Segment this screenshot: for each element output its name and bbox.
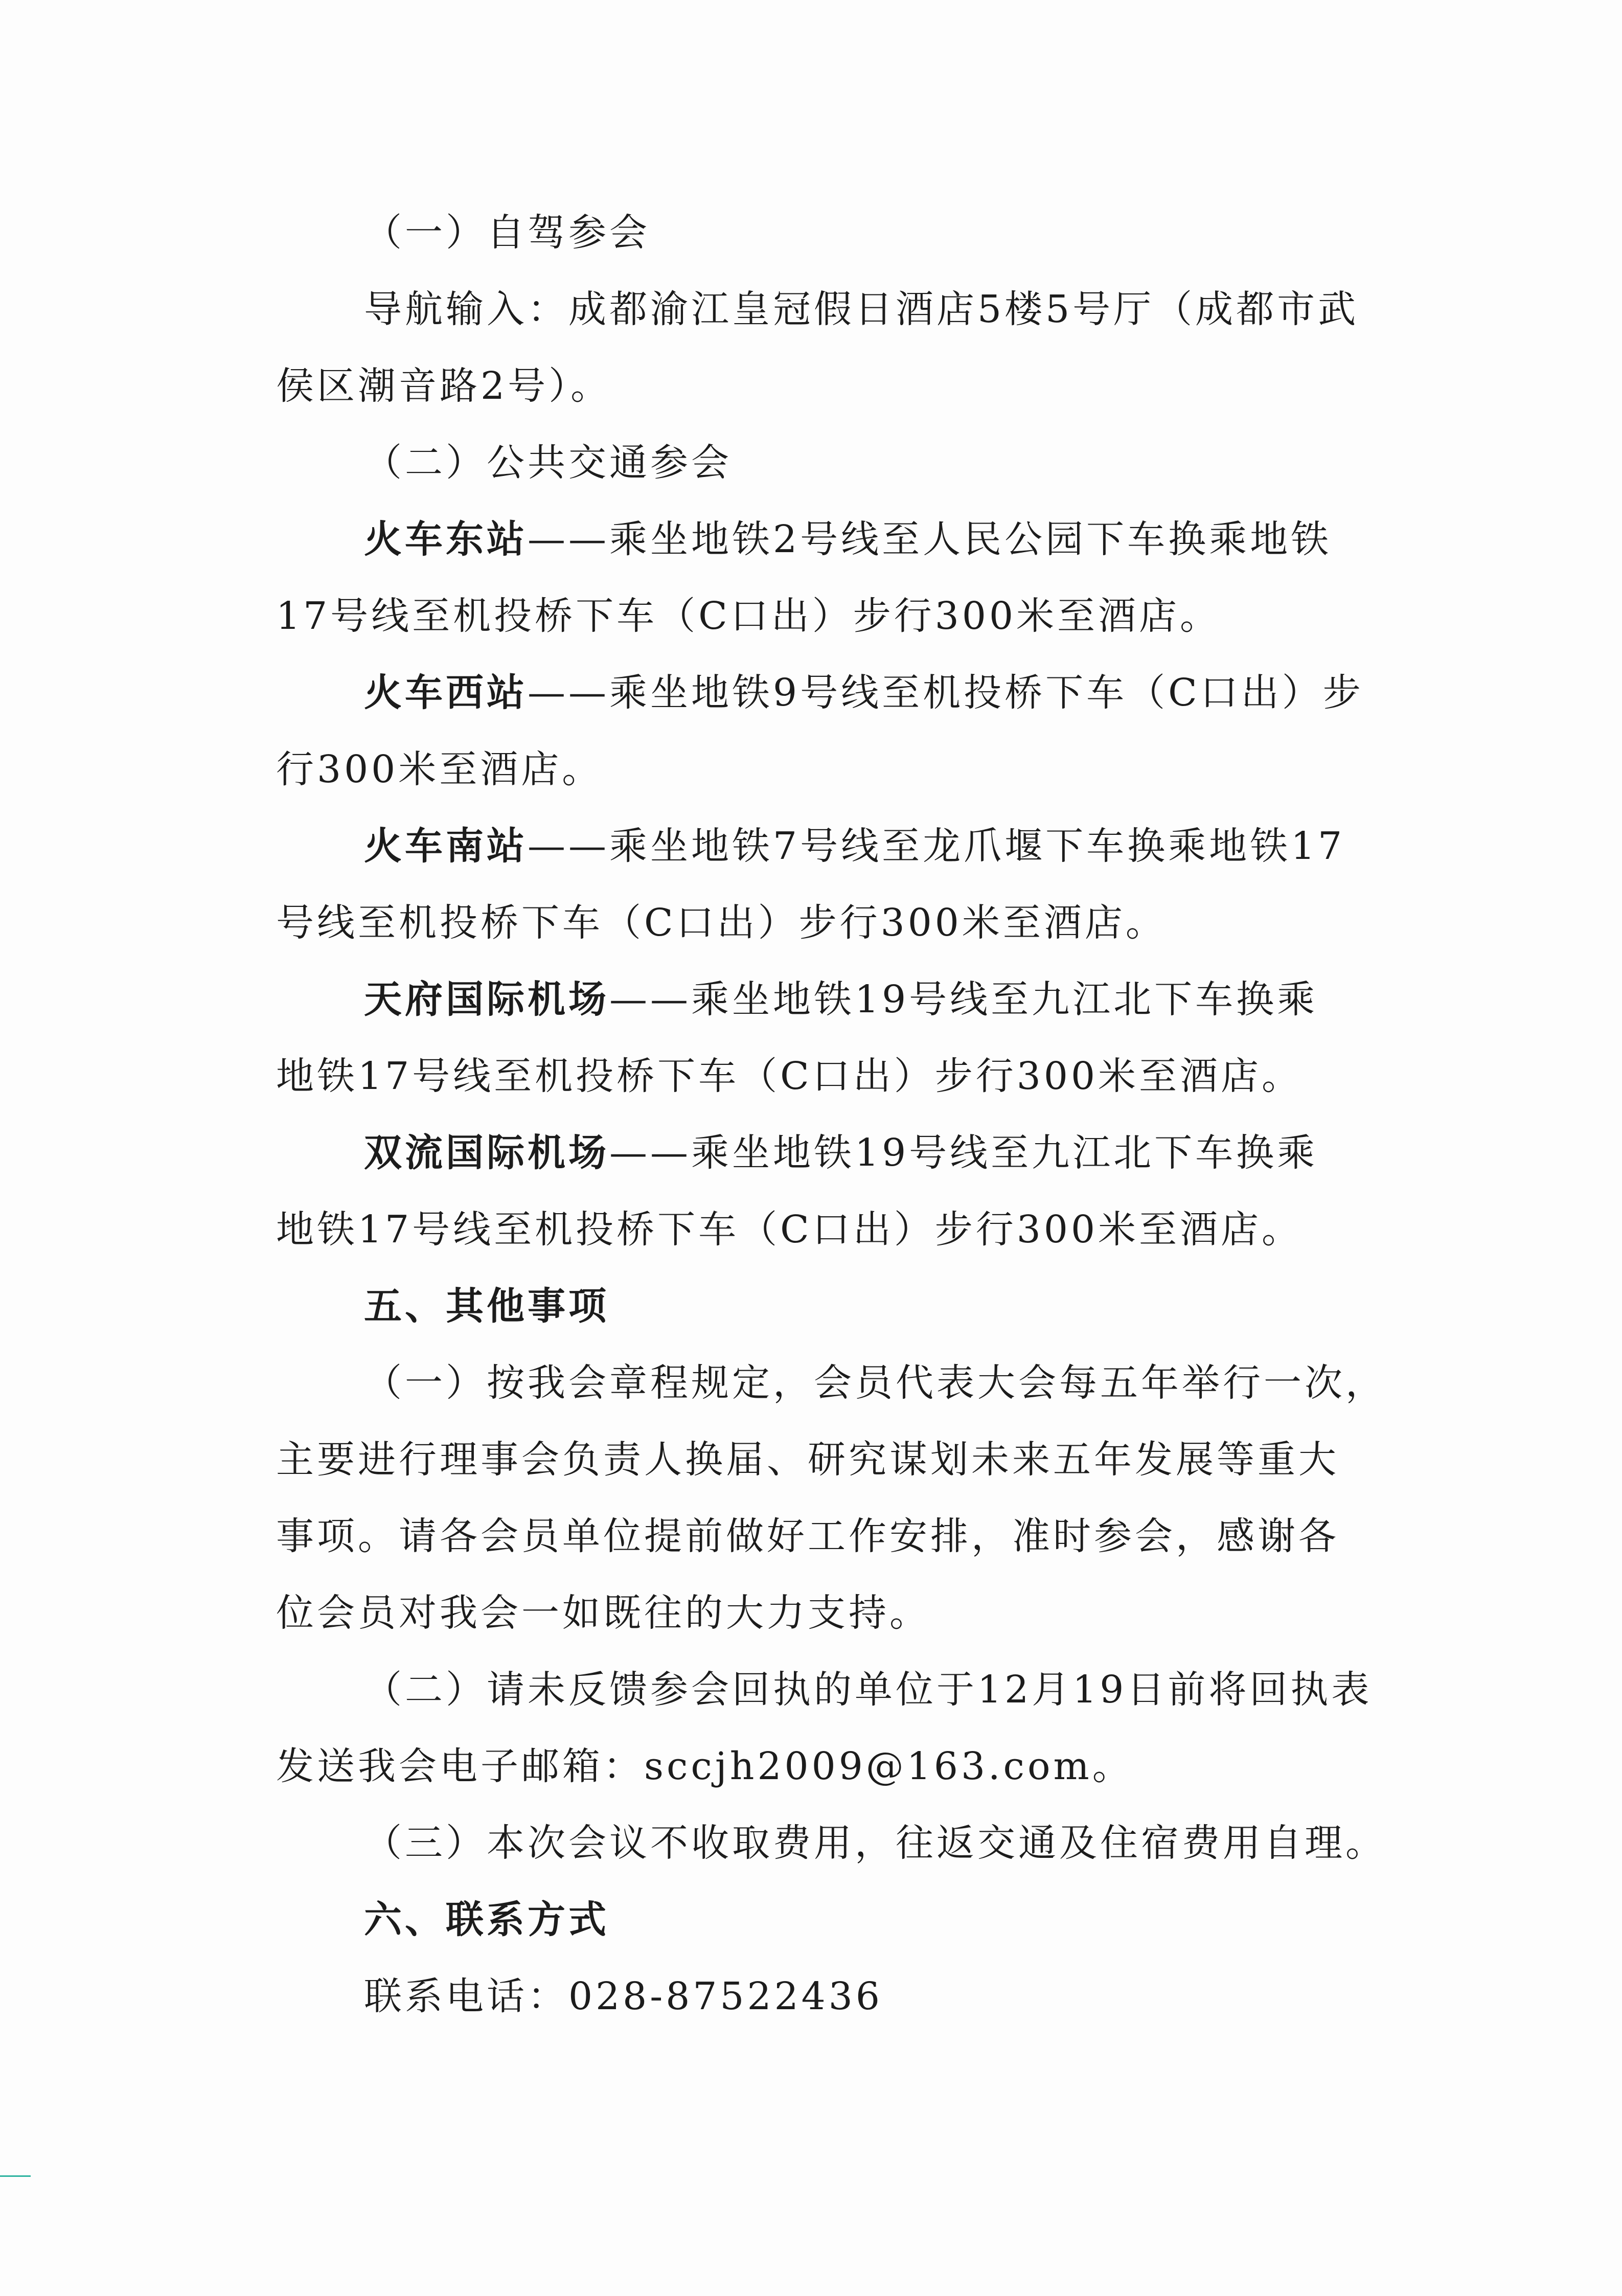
tianfu-airport-line-1: 天府国际机场——乘坐地铁19号线至九江北下车换乘 [364, 977, 1318, 1021]
south-station-line-2: 号线至机投桥下车（C口出）步行300米至酒店。 [276, 901, 1167, 945]
other-item-2-line-1: （二）请未反馈参会回执的单位于12月19日前将回执表 [364, 1668, 1373, 1712]
other-item-1-line-3: 事项。请各会员单位提前做好工作安排，准时参会，感谢各 [276, 1514, 1339, 1558]
other-item-1-line-1: （一）按我会章程规定，会员代表大会每五年举行一次， [364, 1361, 1386, 1405]
contact-phone: 联系电话：028-87522436 [364, 1974, 883, 2018]
west-station-label: 火车西站 [364, 671, 528, 715]
west-station-line-1: 火车西站——乘坐地铁9号线至机投桥下车（C口出）步 [364, 671, 1364, 715]
navigation-address-line-2: 侯区潮音路2号）。 [276, 364, 612, 408]
tianfu-airport-line-2: 地铁17号线至机投桥下车（C口出）步行300米至酒店。 [276, 1054, 1303, 1098]
other-item-2-line-2: 发送我会电子邮箱：sccjh2009@163.com。 [276, 1744, 1133, 1788]
east-station-label: 火车东站 [364, 517, 528, 561]
shuangliu-airport-line-1: 双流国际机场——乘坐地铁19号线至九江北下车换乘 [364, 1131, 1318, 1175]
other-item-1-line-4: 位会员对我会一如既往的大力支持。 [276, 1591, 930, 1635]
self-drive-heading: （一）自驾参会 [364, 211, 650, 255]
west-station-line-2: 行300米至酒店。 [276, 747, 603, 791]
section-five-heading: 五、其他事项 [364, 1284, 609, 1328]
other-item-1-line-2: 主要进行理事会负责人换届、研究谋划未来五年发展等重大 [276, 1438, 1339, 1482]
scan-edge-mark [0, 2175, 31, 2177]
east-station-line-1: 火车东站——乘坐地铁2号线至人民公园下车换乘地铁 [364, 517, 1332, 561]
south-station-line-1: 火车南站——乘坐地铁7号线至龙爪堰下车换乘地铁17 [364, 824, 1345, 868]
public-transport-heading: （二）公共交通参会 [364, 441, 732, 485]
section-six-heading: 六、联系方式 [364, 1898, 609, 1942]
tianfu-airport-label: 天府国际机场 [364, 977, 609, 1021]
navigation-address-line-1: 导航输入：成都渝江皇冠假日酒店5楼5号厅（成都市武 [364, 287, 1359, 331]
shuangliu-airport-label: 双流国际机场 [364, 1131, 609, 1175]
shuangliu-airport-line-2: 地铁17号线至机投桥下车（C口出）步行300米至酒店。 [276, 1208, 1303, 1252]
south-station-label: 火车南站 [364, 824, 528, 868]
east-station-line-2: 17号线至机投桥下车（C口出）步行300米至酒店。 [276, 594, 1221, 638]
other-item-3: （三）本次会议不收取费用，往返交通及住宿费用自理。 [364, 1821, 1386, 1865]
